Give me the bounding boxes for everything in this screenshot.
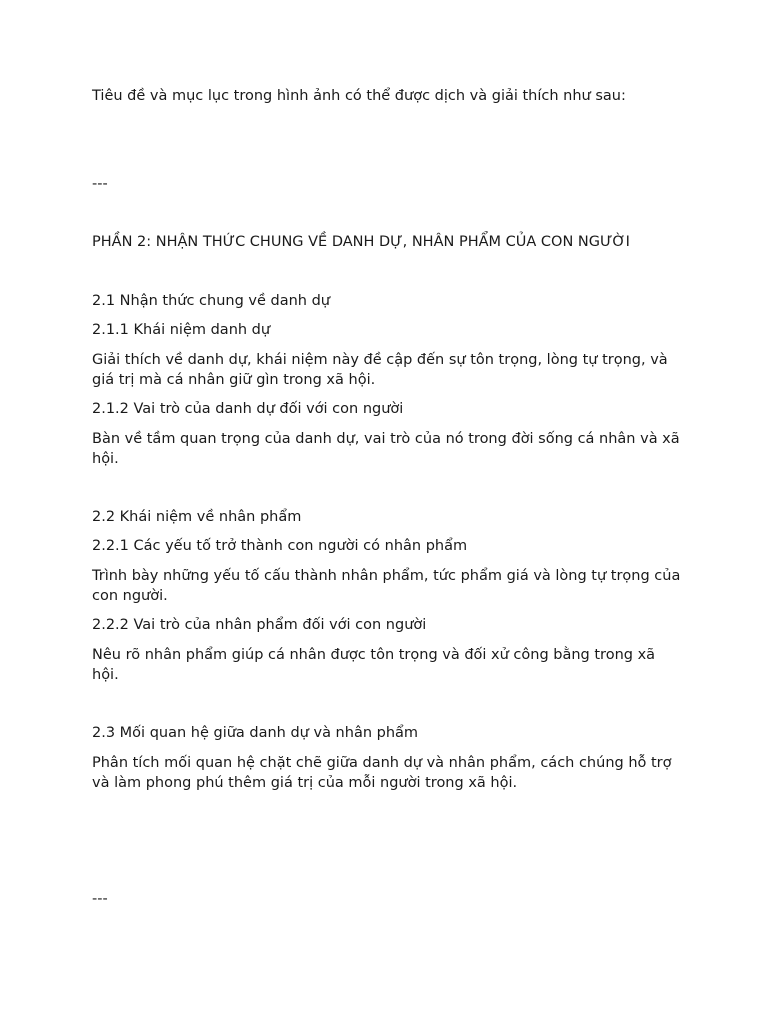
subsection-heading-2-2-2: 2.2.2 Vai trò của nhân phẩm đối với con người [92, 617, 427, 633]
section-heading-2-3: 2.3 Mối quan hệ giữa danh dự và nhân phẩm [92, 725, 419, 741]
subsection-text-2-1-1: Giải thích về danh dự, khái niệm này đề cập đến sự tôn trọng, lòng tự trọng, và giá trị mà cá nhân giữ gìn trong xã hội. [92, 352, 668, 388]
section-text-2-3: Phân tích mối quan hệ chặt chẽ giữa danh dự và nhân phẩm, cách chúng hỗ trợ và làm phong phú thêm giá trị của mỗi người trong xã hội. [92, 755, 672, 791]
subsection-heading-2-1-1: 2.1.1 Khái niệm danh dự [92, 322, 271, 338]
separator-bottom: --- [92, 891, 108, 907]
section-heading-2-2: 2.2 Khái niệm về nhân phẩm [92, 509, 302, 525]
separator-top: --- [92, 176, 108, 192]
section-heading-2-1: 2.1 Nhận thức chung về danh dự [92, 293, 330, 309]
subsection-text-2-2-2: Nêu rõ nhân phẩm giúp cá nhân được tôn trọng và đối xử công bằng trong xã hội. [92, 647, 656, 683]
subsection-heading-2-2-1: 2.2.1 Các yếu tố trở thành con người có nhân phẩm [92, 538, 468, 554]
part-title: PHẦN 2: NHẬN THỨC CHUNG VỀ DANH DỰ, NHÂN PHẨM CỦA CON NGƯỜI [92, 234, 630, 250]
subsection-heading-2-1-2: 2.1.2 Vai trò của danh dự đối với con người [92, 401, 404, 417]
intro-text: Tiêu đề và mục lục trong hình ảnh có thể được dịch và giải thích như sau: [92, 88, 626, 104]
subsection-text-2-2-1: Trình bày những yếu tố cấu thành nhân phẩm, tức phẩm giá và lòng tự trọng của con người. [92, 568, 681, 604]
subsection-text-2-1-2: Bàn về tầm quan trọng của danh dự, vai trò của nó trong đời sống cá nhân và xã hội. [92, 431, 680, 467]
